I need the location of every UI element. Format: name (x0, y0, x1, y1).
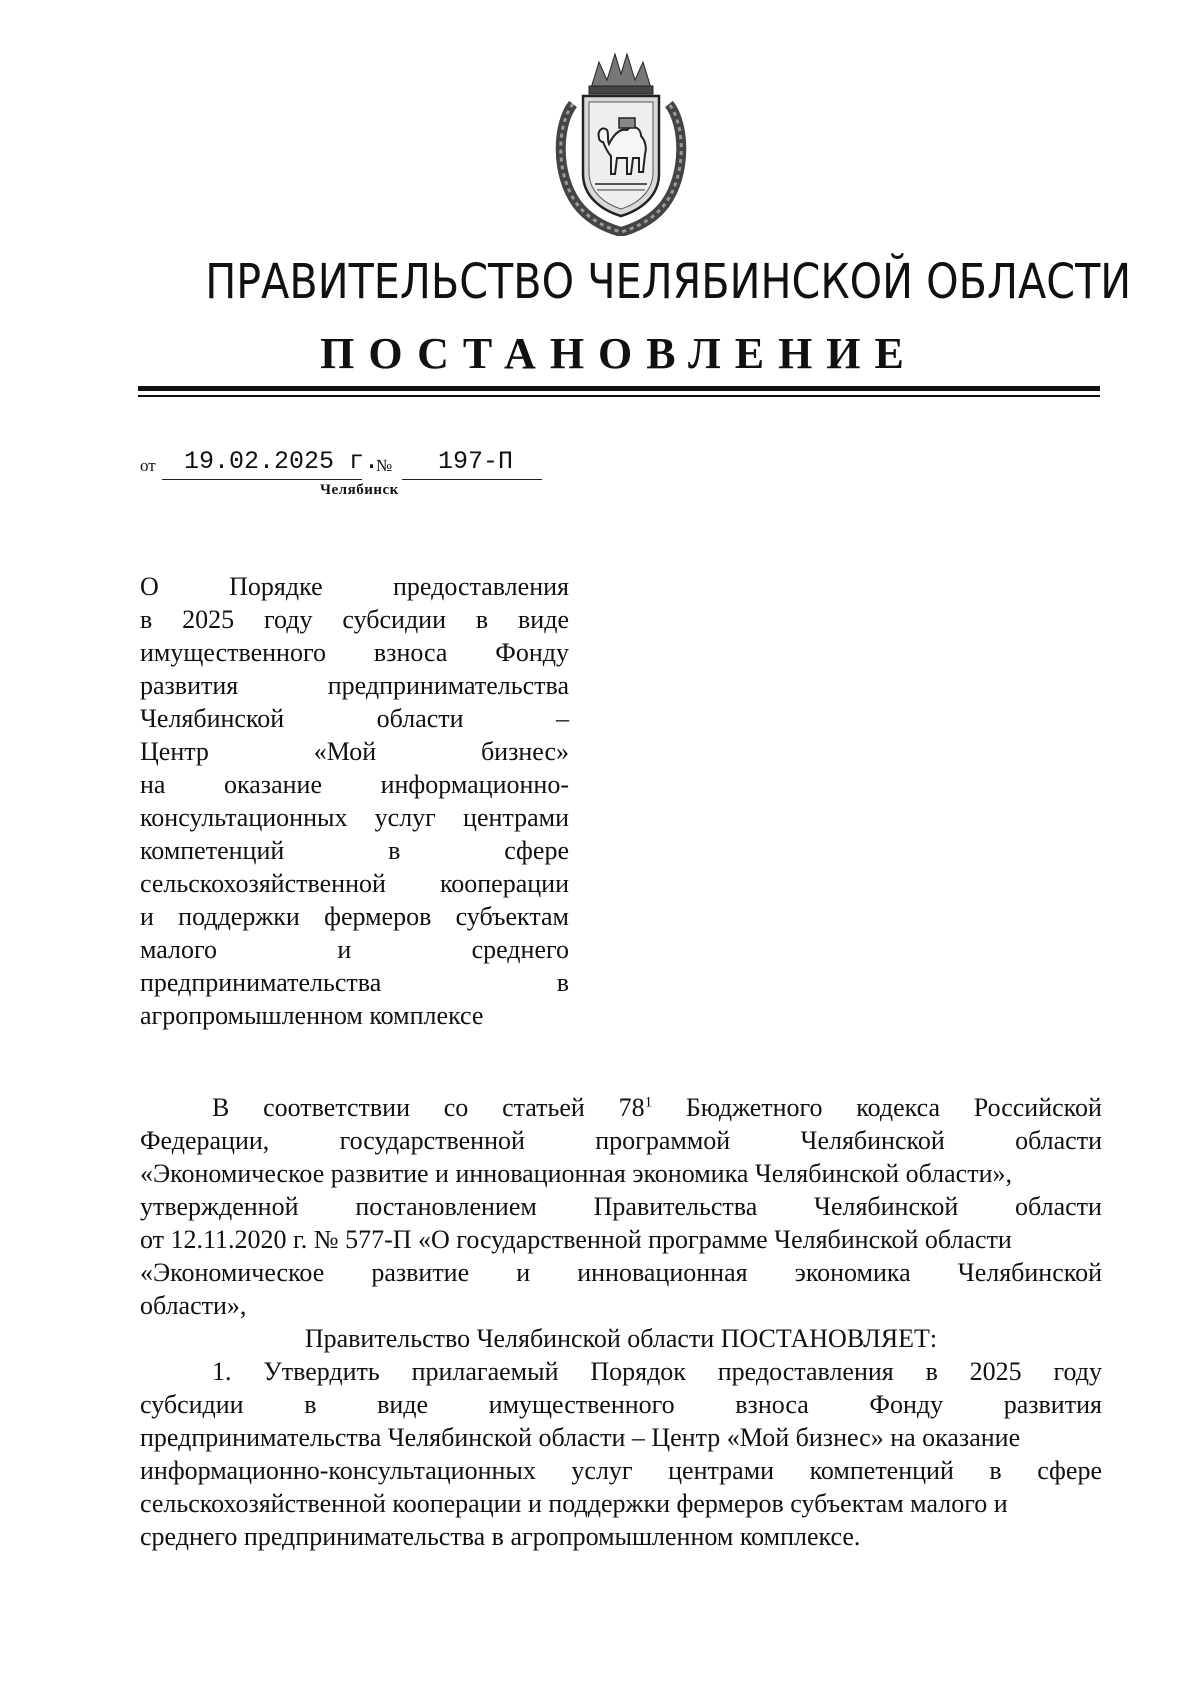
word: сфере (1037, 1456, 1102, 1485)
text-line (140, 603, 569, 636)
word: развития (1003, 1390, 1102, 1419)
text-line (140, 1487, 1102, 1520)
word: и (140, 902, 154, 931)
word: Утвердить (263, 1357, 380, 1386)
word: 2025 (969, 1357, 1022, 1386)
word: программой (595, 1126, 731, 1155)
city: Челябинск (320, 482, 399, 498)
text-line (140, 1421, 1102, 1454)
text-line (140, 1124, 1102, 1157)
word: в (475, 605, 489, 634)
text-line (140, 834, 569, 867)
document-type: ПОСТАНОВЛЕНИЕ (320, 329, 918, 378)
text-line (140, 1157, 1102, 1190)
text-line (140, 1223, 1102, 1256)
text-line (140, 1454, 1102, 1487)
word: предпринимательства Челябинской области – Центр «Мой бизнес» на оказание (140, 1423, 1021, 1452)
word: консультационных (140, 803, 348, 832)
body-text: области», (140, 1291, 247, 1320)
text-line (140, 1388, 1102, 1421)
word: Правительства (593, 1192, 758, 1221)
word: виде (518, 605, 569, 634)
word: и (516, 1258, 531, 1287)
word: субсидии (140, 1390, 244, 1419)
from-label: от (140, 456, 156, 475)
text-line (140, 900, 569, 933)
word: области (376, 704, 464, 733)
text-line (140, 570, 569, 603)
text-line (140, 768, 569, 801)
word: услуг (571, 1456, 633, 1485)
word: Челябинской (140, 704, 285, 733)
word: в (388, 836, 401, 865)
word: имущественного (488, 1390, 675, 1419)
word: в (140, 605, 153, 634)
header-rule-thick (138, 386, 1100, 391)
resolves-line (140, 1322, 1102, 1355)
word: государственной (339, 1126, 525, 1155)
word: В (212, 1093, 230, 1122)
word: Федерации, (140, 1126, 270, 1155)
text-line (140, 669, 569, 702)
word: кодекса (856, 1093, 941, 1122)
word: О (140, 572, 159, 601)
word: виде (377, 1390, 429, 1419)
word: области (1015, 1192, 1102, 1221)
document-subject (140, 570, 569, 1032)
word: информационно- (380, 770, 569, 799)
word: Фонду (495, 638, 569, 667)
word: соответствии (263, 1093, 411, 1122)
word: и (337, 935, 352, 964)
text-line (140, 867, 569, 900)
text-line (140, 999, 569, 1032)
word: поддержки (178, 902, 300, 931)
word: имущественного (140, 638, 326, 667)
word: взноса (735, 1390, 809, 1419)
number-label: № (376, 456, 393, 475)
text-line (140, 1190, 1102, 1223)
word: «Экономическое развитие и инновационная экономика Челябинской области», (140, 1159, 1012, 1188)
word: центрами (668, 1456, 775, 1485)
word: в (989, 1456, 1002, 1485)
word: предпринимательства (140, 968, 382, 997)
word: услуг (374, 803, 436, 832)
word: от 12.11.2020 г. № 577-П «О государственной программе Челябинской области (140, 1225, 1012, 1254)
body-line (140, 1520, 1102, 1553)
document-body (140, 1091, 1102, 1553)
word: году (264, 605, 313, 634)
word: прилагаемый (411, 1357, 559, 1386)
word: развития (140, 671, 239, 700)
word: предоставления (717, 1357, 894, 1386)
header-rule-thin (138, 395, 1100, 397)
text-line (140, 801, 569, 834)
text-line (140, 636, 569, 669)
chelyabinsk-coat-of-arms-icon (549, 44, 694, 236)
word: году (1053, 1357, 1102, 1386)
word: малого (140, 935, 218, 964)
word: в (304, 1390, 317, 1419)
resolves-text: Правительство Челябинской области ПОСТАНОВЛЯЕТ: (304, 1324, 938, 1353)
word: предоставления (393, 572, 569, 601)
word: развитие (371, 1258, 470, 1287)
text-line (140, 966, 569, 999)
body-line (140, 1091, 1102, 1124)
document-number: 197-П (438, 447, 514, 476)
body-line (140, 1289, 1102, 1322)
word: статьей (502, 1093, 585, 1122)
body-text: среднего предпринимательства в агропромышленном комплексе. (140, 1522, 861, 1551)
word: Порядке (229, 572, 323, 601)
word: 2025 (182, 605, 235, 634)
word: кооперации (439, 869, 569, 898)
word: экономика (794, 1258, 911, 1287)
word: утвержденной (140, 1192, 299, 1221)
text-line (140, 1256, 1102, 1289)
date-underline (162, 479, 362, 480)
word: постановлением (355, 1192, 537, 1221)
word: сельскохозяйственной кооперации и поддержки фермеров субъектам малого и (140, 1489, 1008, 1518)
date-number-line (140, 448, 640, 480)
word: информационно-консультационных (140, 1456, 536, 1485)
word: Бюджетного (685, 1093, 823, 1122)
word: фермеров (324, 902, 432, 931)
word: центрами (463, 803, 569, 832)
text-line (140, 933, 569, 966)
word: агропромышленном комплексе (140, 1001, 484, 1030)
text-line (140, 735, 569, 768)
word: субъектам (455, 902, 569, 931)
word: «Мой (313, 737, 377, 766)
word: в (556, 968, 569, 997)
word: среднего (471, 935, 569, 964)
word: Фонду (869, 1390, 944, 1419)
word: Российской (973, 1093, 1102, 1122)
word: на (140, 770, 166, 799)
article-number: $78^1$ (618, 1093, 653, 1122)
word: области (1015, 1126, 1102, 1155)
word: Челябинской (800, 1126, 945, 1155)
word: субсидии (342, 605, 446, 634)
text-line (140, 702, 569, 735)
word: – (556, 704, 569, 733)
word: Порядок (590, 1357, 686, 1386)
word: взноса (373, 638, 448, 667)
word: Челябинской (957, 1258, 1102, 1287)
word: со (443, 1093, 469, 1122)
word: компетенций (140, 836, 285, 865)
word: предпринимательства (327, 671, 569, 700)
word: Центр (140, 737, 209, 766)
government-title: ПРАВИТЕЛЬСТВО ЧЕЛЯБИНСКОЙ ОБЛАСТИ (205, 254, 1132, 310)
word: «Экономическое (140, 1258, 325, 1287)
word: 1. (212, 1357, 232, 1386)
word: инновационная (577, 1258, 748, 1287)
word: компетенций (809, 1456, 954, 1485)
word: Челябинской (814, 1192, 959, 1221)
document-date: 19.02.2025 г. (184, 447, 380, 476)
word: сельскохозяйственной (140, 869, 386, 898)
word: бизнес» (480, 737, 569, 766)
word: сфере (504, 836, 569, 865)
word: в (925, 1357, 938, 1386)
body-line (140, 1355, 1102, 1388)
number-underline (402, 479, 542, 480)
word: оказание (224, 770, 322, 799)
